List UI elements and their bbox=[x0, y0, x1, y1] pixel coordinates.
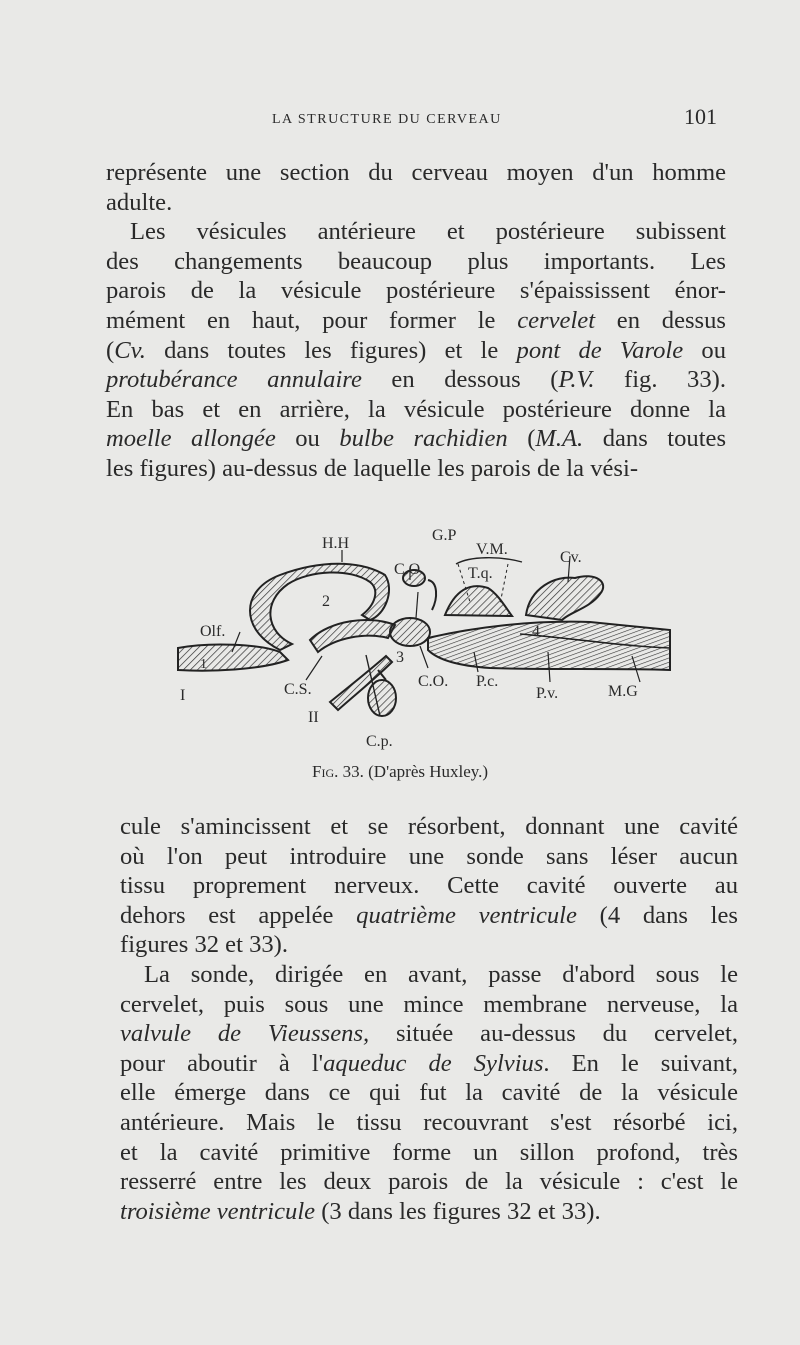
figure-caption bbox=[312, 762, 488, 782]
brain-section-diagram bbox=[170, 520, 690, 760]
text-line: dehors est appelée quatrième ventricule (4 dans les bbox=[120, 901, 738, 929]
label-mg: M.G bbox=[608, 683, 638, 700]
pituitary-body bbox=[368, 680, 396, 716]
text-line: La sonde, dirigée en avant, passe d'abord sous le bbox=[144, 960, 738, 988]
label-co-top: C.O. bbox=[394, 561, 425, 578]
label-cv: Cv. bbox=[560, 549, 582, 566]
page-number: 101 bbox=[684, 104, 717, 129]
text-line: elle émerge dans ce qui fut la cavité de la vésicule bbox=[120, 1079, 738, 1107]
text-line: antérieure. Mais le tissu recouvrant s'est résorbé ici, bbox=[120, 1108, 738, 1136]
text-line: parois de la vésicule postérieure s'épaississent énor- bbox=[106, 277, 726, 305]
label-tq: T.q. bbox=[468, 565, 493, 582]
text-line: resserré entre les deux parois de la vésicule : c'est le bbox=[120, 1168, 738, 1196]
text-line: mément en haut, pour former le cervelet en dessus bbox=[106, 306, 726, 334]
label-pv: P.v. bbox=[536, 685, 559, 702]
text-line: troisième ventricule (3 dans les figures 32 et 33). bbox=[120, 1197, 601, 1225]
label-two: 2 bbox=[322, 593, 330, 610]
caption-figure-number: Fig. 33. bbox=[312, 762, 364, 781]
brain-section-figure bbox=[170, 520, 690, 760]
label-pc: P.c. bbox=[476, 673, 499, 690]
text-line: où l'on peut introduire une sonde sans léser aucun bbox=[120, 842, 738, 870]
text-line: tissu proprement nerveux. Cette cavité ouverte au bbox=[120, 872, 738, 900]
label-cs: C.S. bbox=[284, 681, 312, 698]
caption-source: (D'après Huxley.) bbox=[368, 762, 489, 781]
text-line: des changements beaucoup plus importants. Les bbox=[106, 247, 726, 275]
label-three: 3 bbox=[396, 649, 404, 666]
text-line: moelle allongée ou bulbe rachidien (M.A. dans toutes bbox=[106, 425, 727, 453]
corpus-striatum bbox=[310, 620, 395, 652]
label-vm: V.M. bbox=[476, 541, 508, 558]
text-line: cervelet, puis sous une mince membrane nerveuse, la bbox=[120, 990, 738, 1018]
text-block-bottom bbox=[120, 812, 738, 1226]
label-co-bottom: C.O. bbox=[418, 673, 449, 690]
label-olf: Olf. bbox=[200, 623, 226, 640]
label-cp: C.p. bbox=[366, 733, 393, 750]
text-line: valvule de Vieussens, située au-dessus du cervelet, bbox=[120, 1020, 738, 1048]
text-line: En bas et en arrière, la vésicule postérieure donne la bbox=[106, 395, 726, 423]
label-four: 4 bbox=[532, 623, 540, 640]
text-line: et la cavité primitive forme un sillon profond, très bbox=[120, 1138, 738, 1166]
running-head: LA STRUCTURE DU CERVEAU bbox=[272, 112, 502, 127]
text-line: pour aboutir à l'aqueduc de Sylvius. En le suivant, bbox=[120, 1049, 738, 1077]
text-line: figures 32 et 33). bbox=[120, 931, 289, 959]
label-one-inner: 1 bbox=[200, 657, 207, 672]
text-line: cule s'amincissent et se résorbent, donnant une cavité bbox=[120, 813, 738, 840]
label-hh: H.H bbox=[322, 535, 350, 552]
tubercula-quadrigemina bbox=[445, 586, 512, 616]
text-line: adulte. bbox=[106, 188, 173, 216]
text-line: (Cv. dans toutes les figures) et le pont de Varole ou bbox=[106, 336, 726, 364]
text-line: les figures) au-dessus de laquelle les parois de la vési- bbox=[106, 454, 639, 482]
text-line: représente une section du cerveau moyen d'un homme bbox=[106, 159, 726, 186]
label-one-outer: I bbox=[180, 687, 186, 704]
label-two-roman: II bbox=[308, 709, 319, 726]
text-line: protubérance annulaire en dessous (P.V. fig. 33). bbox=[106, 366, 726, 394]
optic-thalamus bbox=[390, 618, 430, 646]
label-gp: G.P bbox=[432, 527, 457, 544]
cerebellum bbox=[526, 576, 603, 620]
text-line: Les vésicules antérieure et postérieure subissent bbox=[130, 218, 726, 246]
text-block-top bbox=[106, 158, 726, 484]
